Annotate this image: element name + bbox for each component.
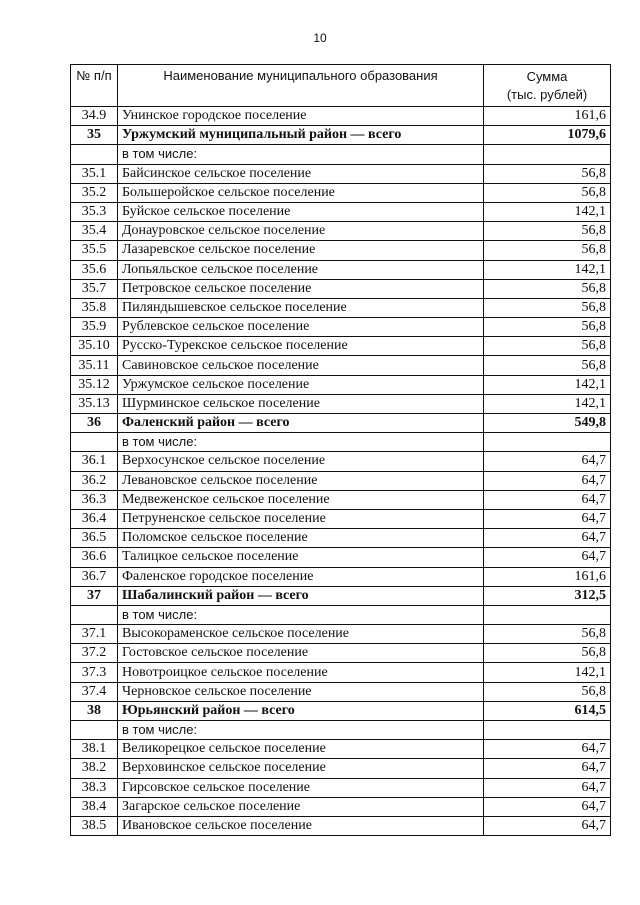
row-number: 35.6	[71, 260, 118, 279]
row-number: 38.1	[71, 740, 118, 759]
table-row	[71, 337, 611, 356]
table-row	[71, 816, 611, 835]
row-sum: 64,7	[484, 471, 611, 490]
row-sum: 142,1	[484, 663, 611, 682]
header-number: № п/п	[71, 65, 118, 107]
row-name: Загарское сельское поселение	[118, 797, 484, 816]
row-sum: 64,7	[484, 452, 611, 471]
row-number: 36.6	[71, 548, 118, 567]
table-row	[71, 471, 611, 490]
table-subheading-row	[71, 605, 611, 624]
row-number: 37	[71, 586, 118, 605]
row-name: Поломское сельское поселение	[118, 529, 484, 548]
row-number: 35.13	[71, 394, 118, 413]
row-sum: 142,1	[484, 202, 611, 221]
header-sum	[484, 65, 611, 107]
row-number: 38.2	[71, 759, 118, 778]
table-total-row	[71, 414, 611, 433]
row-name: Большеройское сельское поселение	[118, 183, 484, 202]
row-name: Высокораменское сельское поселение	[118, 625, 484, 644]
row-number: 36.3	[71, 490, 118, 509]
table-row	[71, 375, 611, 394]
table-total-row	[71, 586, 611, 605]
table-subheading-row	[71, 145, 611, 164]
row-name: Петруненское сельское поселение	[118, 509, 484, 528]
row-sum: 56,8	[484, 356, 611, 375]
table-row	[71, 778, 611, 797]
row-name: Ивановское сельское поселение	[118, 816, 484, 835]
table-row	[71, 356, 611, 375]
row-name: Шурминское сельское поселение	[118, 394, 484, 413]
row-sum: 56,8	[484, 279, 611, 298]
table-row	[71, 222, 611, 241]
table-row	[71, 241, 611, 260]
row-number: 36.2	[71, 471, 118, 490]
row-number	[71, 721, 118, 740]
table-row	[71, 529, 611, 548]
table-row	[71, 759, 611, 778]
row-sum: 549,8	[484, 414, 611, 433]
row-name: Левановское сельское поселение	[118, 471, 484, 490]
row-sum: 64,7	[484, 759, 611, 778]
row-number: 35.7	[71, 279, 118, 298]
row-number: 36	[71, 414, 118, 433]
row-name: Русско-Турекское сельское поселение	[118, 337, 484, 356]
row-number: 34.9	[71, 107, 118, 126]
row-sum: 142,1	[484, 260, 611, 279]
table-subheading-row	[71, 433, 611, 452]
row-sum: 64,7	[484, 778, 611, 797]
row-name: Рублевское сельское поселение	[118, 318, 484, 337]
row-number: 35.11	[71, 356, 118, 375]
row-name: Донауровское сельское поселение	[118, 222, 484, 241]
table-row	[71, 740, 611, 759]
row-sum: 312,5	[484, 586, 611, 605]
row-number: 38.3	[71, 778, 118, 797]
table-subheading-row	[71, 721, 611, 740]
table-row	[71, 298, 611, 317]
row-name: Гирсовское сельское поселение	[118, 778, 484, 797]
row-name: Унинское городское поселение	[118, 107, 484, 126]
row-name: Медвеженское сельское поселение	[118, 490, 484, 509]
row-name: в том числе:	[118, 145, 484, 164]
row-sum: 161,6	[484, 567, 611, 586]
row-sum: 56,8	[484, 625, 611, 644]
row-sum	[484, 145, 611, 164]
row-number	[71, 145, 118, 164]
row-sum: 142,1	[484, 375, 611, 394]
table-total-row	[71, 126, 611, 145]
row-number: 35.9	[71, 318, 118, 337]
table-row	[71, 663, 611, 682]
row-sum	[484, 605, 611, 624]
row-sum: 161,6	[484, 107, 611, 126]
row-name: Гостовское сельское поселение	[118, 644, 484, 663]
table-row	[71, 682, 611, 701]
table-row	[71, 164, 611, 183]
row-number: 35.8	[71, 298, 118, 317]
row-name: Черновское сельское поселение	[118, 682, 484, 701]
row-sum: 56,8	[484, 318, 611, 337]
row-sum: 64,7	[484, 509, 611, 528]
row-sum: 56,8	[484, 222, 611, 241]
table-row	[71, 394, 611, 413]
row-name: Пиляндышевское сельское поселение	[118, 298, 484, 317]
row-sum: 56,8	[484, 183, 611, 202]
header-sum-line1: Сумма	[526, 68, 568, 84]
row-name: Юрьянский район — всего	[118, 701, 484, 720]
row-number: 37.1	[71, 625, 118, 644]
table-row	[71, 490, 611, 509]
row-name: в том числе:	[118, 721, 484, 740]
row-number: 37.4	[71, 682, 118, 701]
row-sum	[484, 433, 611, 452]
row-sum: 64,7	[484, 740, 611, 759]
row-sum: 614,5	[484, 701, 611, 720]
row-name: Байсинское сельское поселение	[118, 164, 484, 183]
row-name: Лазаревское сельское поселение	[118, 241, 484, 260]
row-number: 36.5	[71, 529, 118, 548]
row-sum: 64,7	[484, 548, 611, 567]
row-sum: 56,8	[484, 337, 611, 356]
row-name: Уржумское сельское поселение	[118, 375, 484, 394]
row-name: Петровское сельское поселение	[118, 279, 484, 298]
table-row	[71, 548, 611, 567]
table-row	[71, 567, 611, 586]
header-name: Наименование муниципального образования	[118, 65, 484, 107]
row-number: 35.12	[71, 375, 118, 394]
row-number: 35.4	[71, 222, 118, 241]
row-number: 36.7	[71, 567, 118, 586]
header-sum-line2: (тыс. рублей)	[506, 86, 588, 102]
table-row	[71, 107, 611, 126]
table-row	[71, 183, 611, 202]
table-row	[71, 318, 611, 337]
row-sum: 64,7	[484, 490, 611, 509]
row-name: Шабалинский район — всего	[118, 586, 484, 605]
allocation-table	[70, 64, 611, 836]
row-name: Уржумский муниципальный район — всего	[118, 126, 484, 145]
row-name: Буйское сельское поселение	[118, 202, 484, 221]
row-name: Новотроицкое сельское поселение	[118, 663, 484, 682]
row-name: Великорецкое сельское поселение	[118, 740, 484, 759]
row-number: 35.5	[71, 241, 118, 260]
row-number: 38.5	[71, 816, 118, 835]
row-number: 36.1	[71, 452, 118, 471]
row-name: Савиновское сельское поселение	[118, 356, 484, 375]
row-number	[71, 433, 118, 452]
table-row	[71, 509, 611, 528]
row-number: 37.3	[71, 663, 118, 682]
row-number: 35.3	[71, 202, 118, 221]
row-sum: 142,1	[484, 394, 611, 413]
table-header-row	[71, 65, 611, 107]
row-number: 37.2	[71, 644, 118, 663]
row-sum: 56,8	[484, 644, 611, 663]
row-name: Фаленский район — всего	[118, 414, 484, 433]
row-sum: 56,8	[484, 164, 611, 183]
row-sum: 56,8	[484, 298, 611, 317]
row-number: 38	[71, 701, 118, 720]
table-row	[71, 260, 611, 279]
row-sum: 1079,6	[484, 126, 611, 145]
row-sum: 56,8	[484, 682, 611, 701]
page-number: 10	[313, 31, 327, 45]
row-sum	[484, 721, 611, 740]
row-name: в том числе:	[118, 605, 484, 624]
row-number: 38.4	[71, 797, 118, 816]
row-sum: 64,7	[484, 816, 611, 835]
row-name: Верховинское сельское поселение	[118, 759, 484, 778]
row-name: Верхосунское сельское поселение	[118, 452, 484, 471]
row-name: в том числе:	[118, 433, 484, 452]
row-number	[71, 605, 118, 624]
row-number: 35.10	[71, 337, 118, 356]
row-sum: 64,7	[484, 797, 611, 816]
table-row	[71, 625, 611, 644]
row-number: 35.2	[71, 183, 118, 202]
row-name: Фаленское городское поселение	[118, 567, 484, 586]
row-sum: 64,7	[484, 529, 611, 548]
table-row	[71, 452, 611, 471]
row-number: 35.1	[71, 164, 118, 183]
row-name: Лопьяльское сельское поселение	[118, 260, 484, 279]
table-row	[71, 797, 611, 816]
row-number: 35	[71, 126, 118, 145]
table-row	[71, 202, 611, 221]
table-row	[71, 644, 611, 663]
table-row	[71, 279, 611, 298]
row-number: 36.4	[71, 509, 118, 528]
table-total-row	[71, 701, 611, 720]
row-sum: 56,8	[484, 241, 611, 260]
row-name: Талицкое сельское поселение	[118, 548, 484, 567]
